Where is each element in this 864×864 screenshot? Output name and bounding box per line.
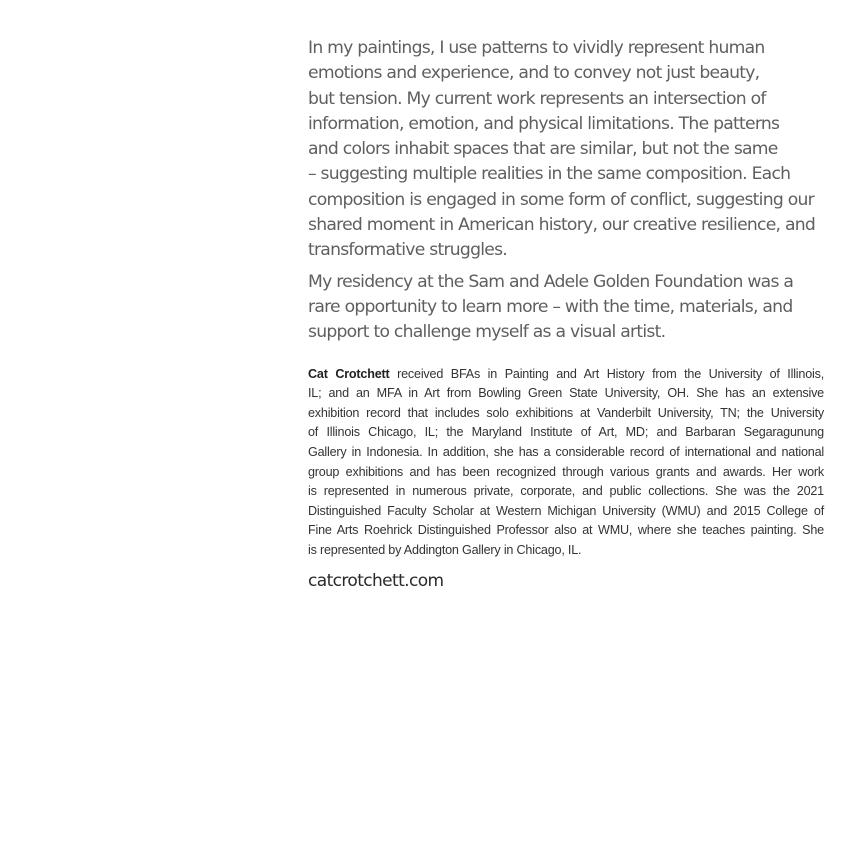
bio-line: is represented in numerous private, corporate, and public collections. She was the 2021: [308, 484, 824, 499]
statement-line: composition is engaged in some form of conflict, suggesting our: [308, 189, 814, 210]
bio-line: Fine Arts Roehrick Distinguished Professor also at WMU, where she teaches painting. She: [308, 523, 824, 538]
bio-line: IL; and an MFA in Art from Bowling Green State University, OH. She has an extensive: [308, 386, 824, 401]
bio-line: is represented by Addington Gallery in Chicago, IL.: [308, 542, 582, 557]
statement-line: information, emotion, and physical limitations. The patterns: [308, 113, 780, 134]
bio-line: Gallery in Indonesia. In addition, she has a considerable record of international and national: [308, 444, 824, 459]
statement-line: rare opportunity to learn more – with the time, materials, and: [308, 296, 793, 317]
statement-line: transformative struggles.: [308, 240, 508, 261]
statement-paragraph-2: [308, 270, 824, 346]
bio-line-text: received BFAs in Painting and Art History from the University of Illinois,: [389, 366, 824, 381]
statement-line: shared moment in American history, our creative resilience, and: [308, 215, 816, 236]
bio-line: of Illinois Chicago, IL; the Maryland Institute of Art, MD; and Barbaran Segaragunung: [308, 425, 824, 440]
statement-line: and colors inhabit spaces that are similar, but not the same: [308, 139, 778, 160]
statement-line: My residency at the Sam and Adele Golden Foundation was a: [308, 271, 794, 292]
bio-line: group exhibitions and has been recognized through various grants and awards. Her work: [308, 464, 824, 479]
statement-line: support to challenge myself as a visual artist.: [308, 322, 666, 343]
bio-line: exhibition record that includes solo exhibitions at Vanderbilt University, TN; the University: [308, 405, 824, 420]
website-link[interactable]: catcrotchett.com: [308, 570, 444, 591]
statement-line: but tension. My current work represents an intersection of: [308, 88, 766, 109]
statement-paragraph-1: [308, 36, 824, 264]
bio-line: [308, 365, 824, 385]
statement-line: emotions and experience, and to convey not just beauty,: [308, 63, 760, 84]
statement-line: In my paintings, I use patterns to vividly represent human: [308, 38, 765, 58]
bio-line: Distinguished Faculty Scholar at Western Michigan University (WMU) and 2015 College of: [308, 503, 824, 518]
statement-line: – suggesting multiple realities in the same composition. Each: [308, 164, 791, 185]
artist-statement-column: [308, 36, 824, 591]
artist-name: Cat Crotchett: [308, 366, 390, 381]
artist-bio: [308, 365, 824, 561]
